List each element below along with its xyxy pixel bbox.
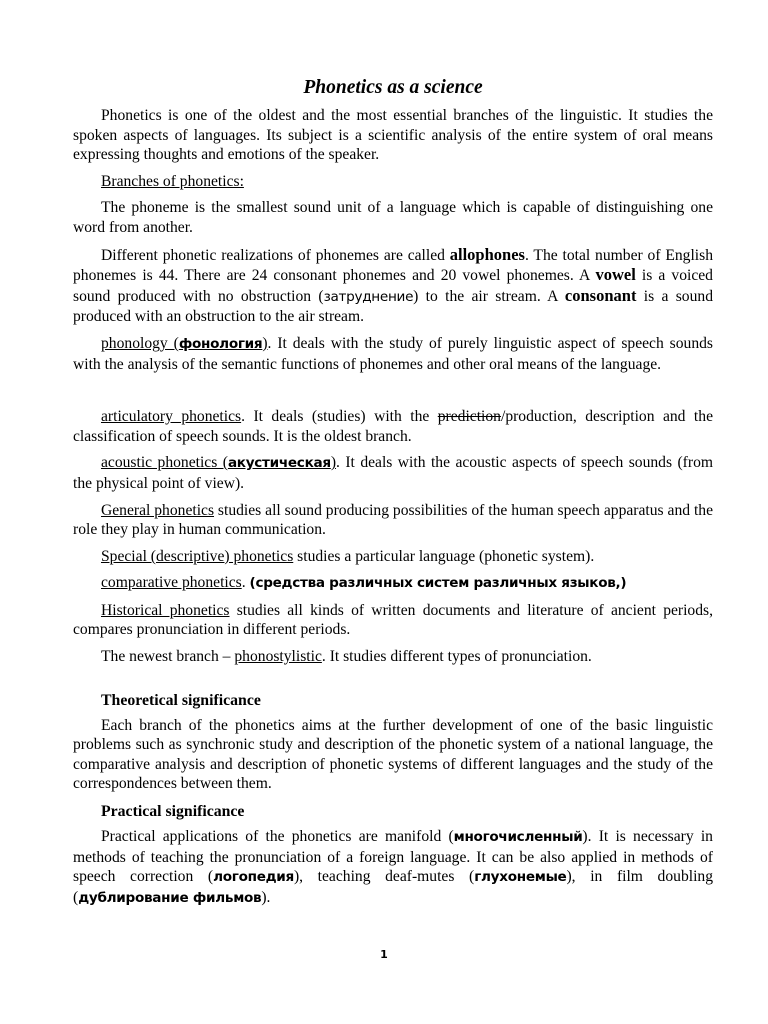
practical-heading: Practical significance	[101, 803, 245, 821]
russian-gloss: затруднение	[323, 288, 414, 305]
newest-paragraph: The newest branch – phonostylistic. It studies different types of pronunciation.	[101, 648, 592, 666]
page-title: Phonetics as a science	[303, 77, 483, 98]
russian-gloss: фонология	[178, 335, 263, 352]
phonology-term: phonology (фонология)	[101, 334, 268, 352]
acoustic-paragraph: acoustic phonetics (акустическая). It deals with the acoustic aspects of speech sounds (from the physical point of view).	[73, 454, 713, 492]
comparative-term: comparative phonetics	[101, 574, 242, 592]
russian-gloss: глухонемые	[474, 869, 567, 886]
comparative-paragraph: comparative phonetics. (средства различных систем различных языков,)	[101, 574, 627, 592]
special-paragraph: Special (descriptive) phonetics studies a particular language (phonetic system).	[101, 547, 595, 565]
acoustic-term: acoustic phonetics (акустическая)	[101, 454, 337, 472]
general-paragraph: General phonetics studies all sound producing possibilities of the human speech apparatus and the role they play in human communication.	[73, 501, 713, 539]
historical-term: Historical phonetics	[101, 601, 230, 619]
russian-gloss: многочисленный	[453, 829, 583, 846]
historical-paragraph: Historical phonetics studies all kinds of written documents and literature of ancient periods, compares pronunciation in different periods.	[73, 601, 713, 639]
branches-heading-paragraph	[73, 172, 713, 192]
special-term: Special (descriptive) phonetics	[101, 547, 294, 565]
theoretical-heading: Theoretical significance	[101, 691, 261, 709]
articulatory-term: articulatory phonetics	[101, 408, 242, 426]
page-number: 1	[380, 948, 388, 961]
phoneme-definition: The phoneme is the smallest sound unit of a language which is capable of distinguishing one word from another.	[73, 199, 713, 236]
allophones-term: allophones	[449, 244, 525, 264]
allophones-paragraph: Different phonetic realizations of phonemes are called allophones. The total number of English phonemes is 44. There are 24 consonant phonemes and 20 vowel phonemes. A vowel is a voiced sound produced with no obstruction (затруднение) to the air stream. A consonant is a sound produced with an obstruction to the air stream.	[73, 244, 713, 326]
vowel-term: vowel	[595, 265, 636, 285]
branches-heading: Branches of phonetics:	[101, 172, 244, 190]
russian-gloss: (средства различных систем различных языков,)	[249, 575, 627, 592]
phonostylistic-term: phonostylistic	[234, 648, 322, 666]
articulatory-paragraph: articulatory phonetics. It deals (studies) with the prediction/production, description and the classification of speech sounds. It is the oldest branch.	[73, 408, 713, 445]
russian-gloss: акустическая	[227, 455, 331, 472]
phonology-paragraph: phonology (фонология). It deals with the study of purely linguistic aspect of speech sounds with the analysis of the semantic functions of phonemes and other oral means of the language.	[73, 334, 713, 373]
document-page	[73, 76, 713, 915]
practical-paragraph: Practical applications of the phonetics are manifold (многочисленный). It is necessary in methods of teaching the pronunciation of a foreign language. It can be also applied in methods of speech correction (логопедия), teaching deaf-mutes (глухонемые), in film doubling (дублирование фильмов).	[73, 828, 714, 906]
intro-paragraph: Phonetics is one of the oldest and the most essential branches of the linguistic. It studies the spoken aspects of languages. Its subject is a scientific analysis of the entire system of oral means expressing thoughts and emotions of the speaker.	[73, 107, 713, 164]
struck-word: prediction	[437, 408, 501, 426]
general-term: General phonetics	[101, 501, 215, 519]
russian-gloss: логопедия	[213, 869, 294, 886]
russian-gloss: дублирование фильмов	[78, 889, 262, 906]
theoretical-paragraph: Each branch of the phonetics aims at the further development of one of the basic linguistic problems such as synchronic study and description of the phonetic system of a national language, the comparative analysis and description of phonetic systems of different languages and the study of the correspondences between them.	[73, 716, 713, 793]
consonant-term: consonant	[564, 285, 637, 305]
